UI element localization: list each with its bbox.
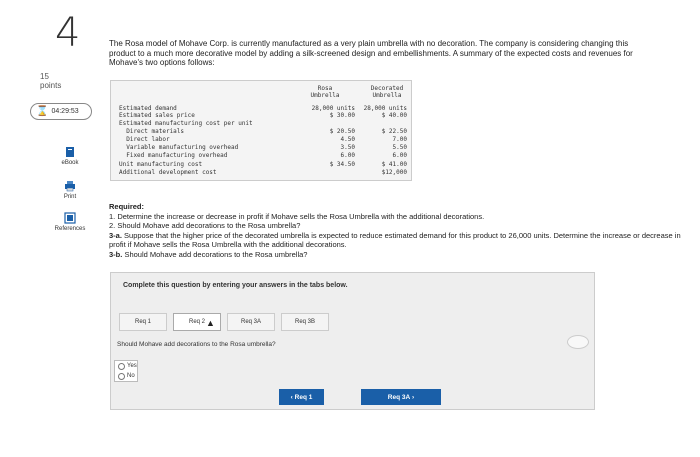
table-cell-decorated: $12,000: [381, 169, 407, 176]
radio-yes[interactable]: [118, 363, 125, 370]
table-cell-rosa: $ 34.50: [329, 161, 355, 168]
panel-title: Complete this question by entering your answers in the tabs below.: [123, 282, 348, 289]
timer-value: 04:29:53: [51, 108, 79, 115]
chevron-right-icon: ›: [410, 393, 415, 401]
ebook-button[interactable]: [50, 146, 90, 166]
question-number: 4: [55, 10, 81, 56]
table-row-label: Estimated demand: [119, 105, 177, 112]
table-row-label: Additional development cost: [119, 169, 217, 176]
table-cell-rosa: 3.50: [340, 144, 355, 151]
col2-header: Decorated Umbrella: [370, 85, 404, 99]
table-cell-decorated: $ 41.00: [381, 161, 407, 168]
panel-circle-button[interactable]: [567, 335, 589, 349]
next-req-button[interactable]: Req 3A ›: [361, 389, 441, 405]
table-cell-rosa: 28,000 units: [311, 105, 355, 112]
hourglass-icon: ⌛: [36, 106, 49, 117]
req-tabs: [119, 313, 329, 331]
print-button[interactable]: [50, 180, 90, 200]
required-item-1: 1. Determine the increase or decrease in profit if Mohave sells the Rosa Umbrella with the additional decorations.: [109, 211, 485, 221]
option-yes[interactable]: Yes: [115, 361, 137, 371]
table-cell-rosa: $ 20.50: [329, 128, 355, 135]
mouse-cursor-icon: ▲: [206, 318, 215, 328]
table-cell-decorated: 5.50: [392, 144, 407, 151]
tab-req-3b[interactable]: Req 3B: [281, 313, 329, 331]
table-cell-decorated: $ 22.50: [381, 128, 407, 135]
table-row-label: Direct materials: [119, 128, 185, 135]
option-no[interactable]: No: [115, 371, 137, 381]
prev-req-button[interactable]: ‹ Req 1: [279, 389, 324, 405]
table-cell-rosa: $ 30.00: [329, 112, 355, 119]
problem-intro: The Rosa model of Mohave Corp. is currently manufactured as a very plain umbrella with no decoration. The company is considering changing this product to a much more decorative model by adding a silk-screened design and embellishments. A summary of the expected costs and revenues for Mohave's two options follows:: [109, 39, 633, 67]
ebook-label: eBook: [61, 160, 79, 166]
print-label: Print: [63, 194, 77, 200]
references-label: References: [54, 226, 86, 232]
col1-header: Rosa Umbrella: [310, 85, 340, 99]
tab-req-3a[interactable]: Req 3A: [227, 313, 275, 331]
references-button[interactable]: [50, 212, 90, 232]
tab-question: Should Mohave add decorations to the Rosa umbrella?: [117, 341, 276, 348]
table-row-label: Estimated manufacturing cost per unit: [119, 120, 253, 127]
points-info: [40, 72, 61, 90]
table-row-label: Direct labor: [119, 136, 170, 143]
required-item-3a: 3-a. Suppose that the higher price of the decorated umbrella is expected to reduce estimated demand for this product to 26,000 units. Determine the increase or decrease in profit if Mohave sells the Rosa Umbrella with the additional decorations.: [109, 230, 681, 249]
tab-req-1[interactable]: Req 1: [119, 313, 167, 331]
table-row-label: Fixed manufacturing overhead: [119, 152, 228, 159]
radio-no[interactable]: [118, 373, 125, 380]
chevron-left-icon: ‹: [290, 393, 295, 401]
table-row-label: Estimated sales price: [119, 112, 195, 119]
table-cell-rosa: 4.50: [340, 136, 355, 143]
required-item-2: 2. Should Mohave add decorations to the Rosa umbrella?: [109, 221, 301, 230]
print-icon: [64, 180, 76, 192]
timer[interactable]: [30, 103, 92, 120]
table-cell-decorated: 28,000 units: [363, 105, 407, 112]
cost-table: [110, 80, 412, 181]
required-item-3b: 3-b. Should Mohave add decorations to the Rosa umbrella?: [109, 249, 308, 259]
table-cell-rosa: 6.00: [340, 152, 355, 159]
required-title: Required:: [109, 202, 145, 211]
table-row-label: Unit manufacturing cost: [119, 161, 203, 168]
tab-req-2[interactable]: Req 2: [173, 313, 221, 331]
answer-panel: [110, 272, 595, 410]
table-cell-decorated: $ 40.00: [381, 112, 407, 119]
points-value: 15: [40, 72, 49, 81]
answer-options: [114, 360, 138, 382]
table-cell-decorated: 6.00: [392, 152, 407, 159]
required-section: [109, 202, 689, 259]
points-label: points: [40, 81, 62, 90]
table-cell-decorated: 7.00: [392, 136, 407, 143]
table-row-label: Variable manufacturing overhead: [119, 144, 239, 151]
ebook-icon: [64, 146, 76, 158]
references-icon: [64, 212, 76, 224]
